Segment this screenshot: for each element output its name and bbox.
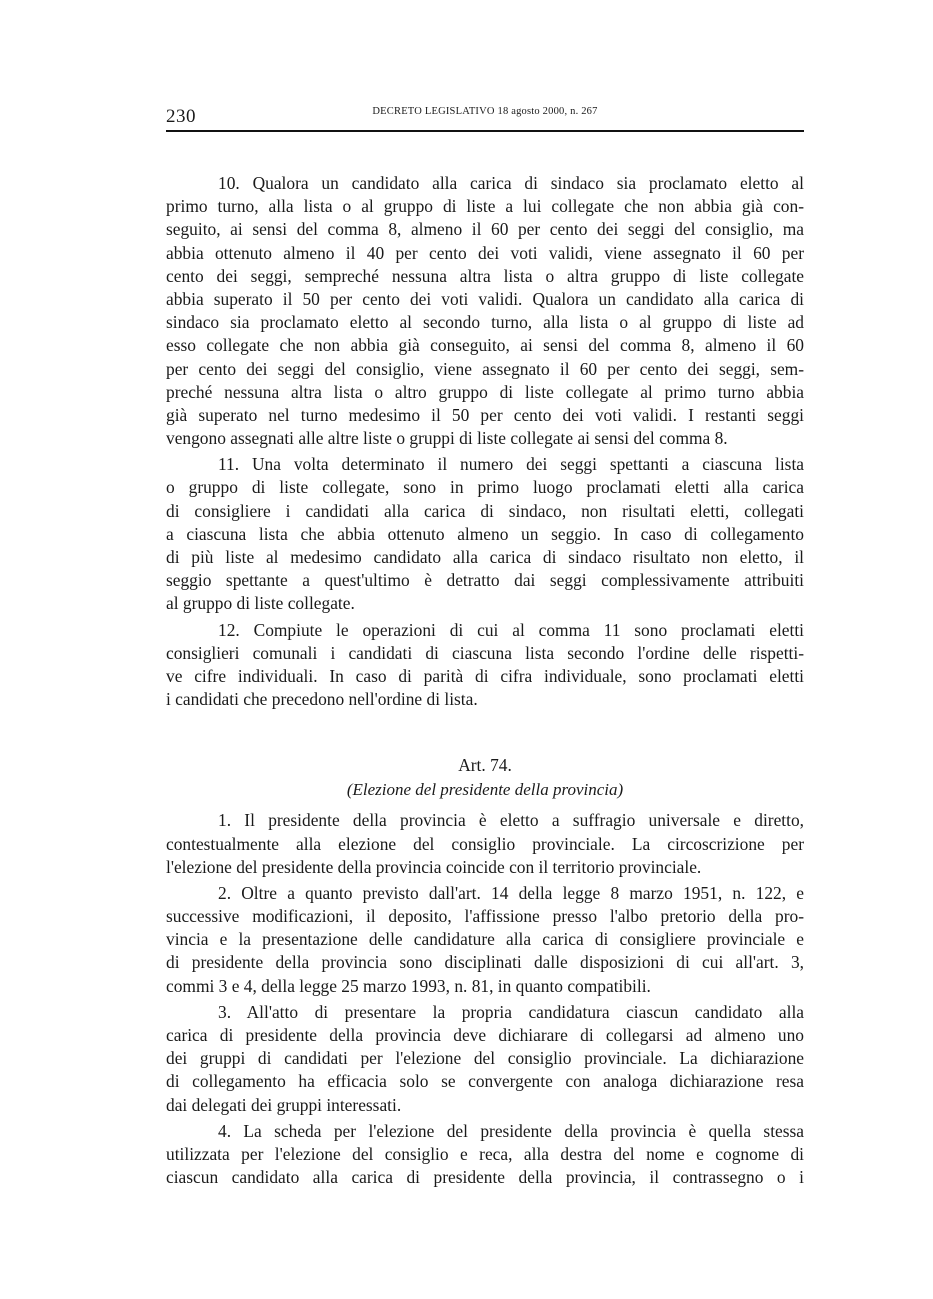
paragraph-art74-comma-3: [166, 1001, 804, 1117]
text-line: 10. Qualora un candidato alla carica di sindaco sia proclamato eletto al: [218, 173, 804, 193]
text-line: ve cifre individuali. In caso di parità di cifra individuale, sono proclamati eletti: [166, 665, 804, 686]
text-line: già superato nel turno medesimo il 50 per cento dei voti validi. I restanti seggi: [166, 404, 804, 425]
article-heading: Art. 74.: [458, 755, 512, 776]
text-line: a ciascuna lista che abbia ottenuto almeno un seggio. In caso di collegamento: [166, 523, 804, 544]
text-line: esso collegate che non abbia già conseguito, ai sensi del comma 8, almeno il 60: [166, 335, 804, 356]
text-line: abbia superato il 50 per cento dei voti validi. Qualora un candidato alla carica di: [166, 288, 804, 309]
paragraph-gap: [166, 711, 804, 714]
page-header: [166, 104, 804, 132]
text-line: per cento dei seggi del consiglio, viene assegnato il 60 per cento dei seggi, sem-: [166, 358, 804, 379]
text-line: preché nessuna altra lista o altro gruppo di liste collegate al primo turno abbia: [166, 381, 804, 402]
paragraph-comma-11: [166, 453, 804, 615]
text-line: abbia ottenuto almeno il 40 per cento dei voti validi, viene assegnato il 60 per: [166, 242, 804, 263]
text-line: vengono assegnati alle altre liste o gruppi di liste collegate ai sensi del comma 8.: [166, 428, 728, 449]
text-line: 12. Compiute le operazioni di cui al comma 11 sono proclamati eletti: [218, 619, 804, 640]
text-line: commi 3 e 4, della legge 25 marzo 1993, n. 81, in quanto compatibili.: [166, 975, 651, 996]
paragraph-comma-12: [166, 619, 804, 712]
text-line: vincia e la presentazione delle candidature alla carica di consigliere provinciale e: [166, 929, 804, 950]
text-line: i candidati che precedono nell'ordine di lista.: [166, 689, 478, 710]
text-line: dai delegati dei gruppi interessati.: [166, 1094, 402, 1115]
text-line: dei gruppi di candidati per l'elezione del consiglio provinciale. La dichiarazione: [166, 1048, 804, 1069]
text-line: l'elezione del presidente della provincia coincide con il territorio provinciale.: [166, 856, 702, 877]
paragraph-gap: [166, 1189, 804, 1192]
paragraph-art74-comma-4: [166, 1120, 804, 1190]
text-line: di presidente della provincia sono disciplinati dalle disposizioni di cui all'art. 3,: [166, 952, 804, 973]
text-line: 3. All'atto di presentare la propria candidatura ciascun candidato alla: [218, 1001, 804, 1022]
text-line: carica di presidente della provincia deve dichiarare di collegarsi ad almeno uno: [166, 1025, 804, 1045]
text-line: di collegamento ha efficacia solo se convergente con analoga dichiarazione resa: [166, 1071, 804, 1092]
text-line: ciascun candidato alla carica di presidente della provincia, il contrassegno o i: [166, 1167, 804, 1188]
paragraph-art74-comma-1: [166, 809, 804, 879]
text-line: 4. La scheda per l'elezione del presidente della provincia è quella stessa: [218, 1120, 804, 1141]
text-line: al gruppo di liste collegate.: [166, 593, 355, 614]
text-line: primo turno, alla lista o al gruppo di liste a lui collegate che non abbia già con-: [166, 196, 804, 217]
text-line: contestualmente alla elezione del consiglio provinciale. La circoscrizione per: [166, 833, 804, 854]
text-line: sindaco sia proclamato eletto al secondo turno, alla lista o al gruppo di liste ad: [166, 312, 804, 333]
text-line: seguito, ai sensi del comma 8, almeno il 60 per cento dei seggi del consiglio, ma: [166, 219, 804, 240]
text-line: di consigliere i candidati alla carica di sindaco, non risultati eletti, collegati: [166, 500, 804, 521]
text-line: di più liste al medesimo candidato alla carica di sindaco risultato non eletto, il: [166, 547, 804, 567]
page-body: [166, 172, 804, 1192]
section-article-73-end: [166, 172, 804, 714]
text-line: 2. Oltre a quanto previsto dall'art. 14 della legge 8 marzo 1951, n. 122, e: [218, 882, 804, 903]
paragraph-comma-10: [166, 172, 804, 450]
paragraph-art74-comma-2: [166, 882, 804, 998]
running-title: DECRETO LEGISLATIVO 18 agosto 2000, n. 267: [372, 106, 598, 117]
text-line: cento dei seggi, sempreché nessuna altra lista o altra gruppo di liste collegate: [166, 265, 804, 286]
text-line: 1. Il presidente della provincia è eletto a suffragio universale e diretto,: [218, 810, 804, 831]
section-article-74: [166, 809, 804, 1192]
text-line: o gruppo di liste collegate, sono in primo luogo proclamati eletti alla carica: [166, 477, 804, 498]
text-line: utilizzata per l'elezione del consiglio e reca, alla destra del nome e cognome di: [166, 1143, 804, 1164]
text-line: consiglieri comunali i candidati di ciascuna lista secondo l'ordine delle rispetti-: [166, 642, 804, 663]
text-line: 11. Una volta determinato il numero dei seggi spettanti a ciascuna lista: [218, 454, 804, 475]
article-subtitle: (Elezione del presidente della provincia): [346, 780, 624, 800]
text-line: successive modificazioni, il deposito, l'affissione presso l'albo pretorio della pro-: [166, 906, 804, 927]
text-line: seggio spettante a quest'ultimo è detratto dai seggi complessivamente attribuiti: [166, 570, 804, 591]
page-number: 230: [166, 106, 196, 127]
